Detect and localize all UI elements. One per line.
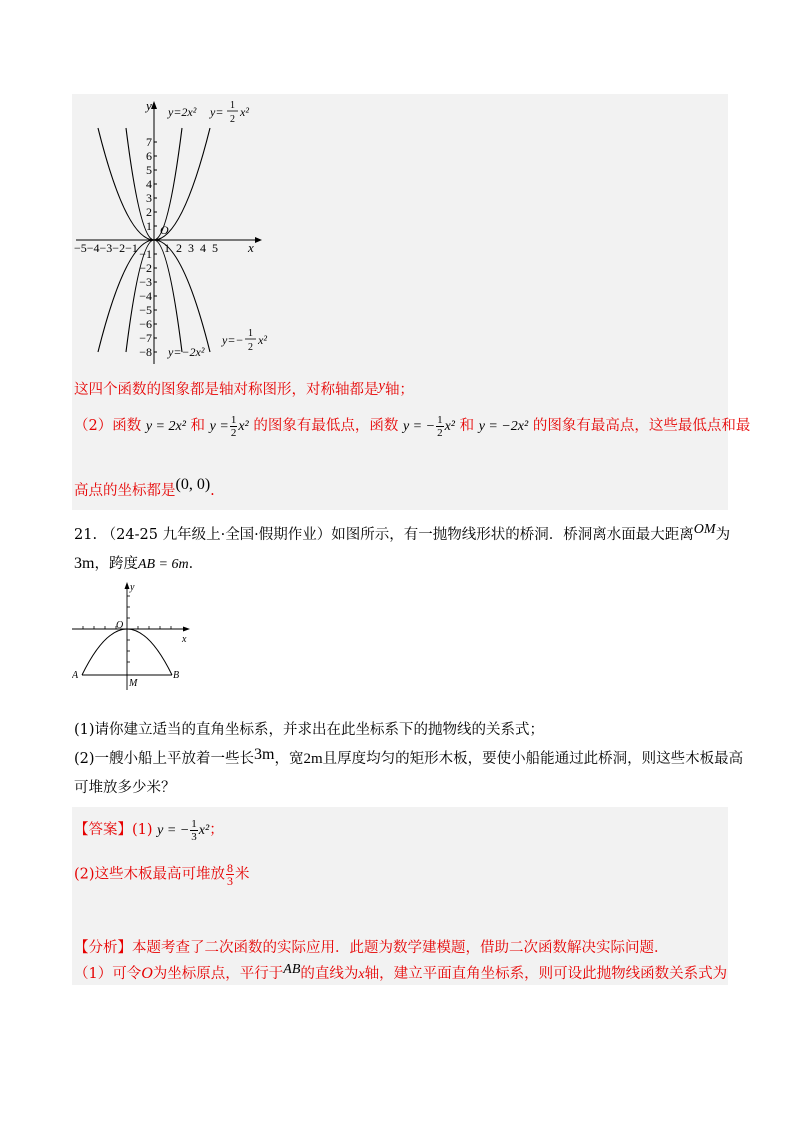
origin-label: O <box>116 620 124 631</box>
answer-21-part2: (2)这些木板最高可堆放 $\frac{8}{3}$ 米 <box>74 861 250 888</box>
axis-x-label: x <box>248 240 254 255</box>
curve-label-neghalf: y=− <box>222 333 244 347</box>
y-tick: 1 <box>146 219 152 233</box>
y-tick: −8 <box>139 345 152 359</box>
curve-label-half-tail: x² <box>240 105 249 119</box>
y-tick: −6 <box>139 317 152 331</box>
y-tick: 7 <box>146 135 152 149</box>
analysis-21: 【分析】本题考查了二次函数的实际应用．此题为数学建模题，借助二次函数解决实际问题． <box>74 940 669 956</box>
parabola-graph-four-functions <box>72 96 276 366</box>
curve-label-neg2x2: y=−2x² <box>168 345 205 359</box>
point-b-label: B <box>173 670 180 681</box>
answer-line-symmetry: 这四个函数的图象都是轴对称图形，对称轴都是y轴； <box>74 378 414 398</box>
answer-line-coordinates: 高点的坐标都是(0, 0). <box>74 476 215 499</box>
question-21-part2-line2: 可堆放多少米？ <box>74 780 176 796</box>
analysis-tag: 【分析】 <box>74 940 132 956</box>
y-tick: 2 <box>146 205 152 219</box>
answer-21-part1: 【答案】(1) y = − $\frac{1}{3}$ x²； <box>74 818 224 844</box>
curve-label-2x2: y=2x² <box>168 105 197 119</box>
axis-x-label: x <box>182 634 187 645</box>
x-ticks-positive: 1 2 3 4 5 <box>164 241 218 255</box>
y-tick: 6 <box>146 149 152 163</box>
point-a-label: A <box>72 670 79 681</box>
curve-label-half-den: 2 <box>230 114 235 125</box>
y-tick: −5 <box>139 303 152 317</box>
curve-label-half-num: 1 <box>230 100 235 111</box>
curve-label-neghalf-den: 2 <box>248 342 253 353</box>
question-21-part2: (2)一艘小船上平放着一些长3m，宽2m且厚度均匀的矩形木板，要使小船能通过此桥洞，则这些木板最高 <box>74 746 744 767</box>
bridge-arch-diagram <box>72 580 196 690</box>
curve-label-neghalf-num: 1 <box>248 328 253 339</box>
point-m-label: M <box>129 678 138 689</box>
curve-label-neghalf-tail: x² <box>258 333 267 347</box>
y-tick: −3 <box>139 275 152 289</box>
y-tick: 5 <box>146 163 152 177</box>
y-tick: −7 <box>139 331 152 345</box>
y-tick: 4 <box>146 177 152 191</box>
axis-y-label: y <box>130 582 135 593</box>
y-tick: −4 <box>139 289 152 303</box>
axis-y-label: y <box>146 98 152 113</box>
question-21-stem: 21. （24-25 九年级上·全国·假期作业）如图所示，有一抛物线形状的桥洞．桥洞离水面最大距离OM为 <box>74 522 731 543</box>
origin-label: O <box>160 223 169 237</box>
curve-label-half: y= <box>210 105 224 119</box>
answer-line-extrema: （2）函数 y = 2x² 和 y = $\frac{1}{2}$ x² 的图象有最低点，函数 y = − $\frac{1}{2}$ x² 和 y = −2x² 的图象有最高点，这些最低点和最 <box>74 414 751 440</box>
y-tick: −2 <box>139 261 152 275</box>
question-21-part1: (1)请你建立适当的直角坐标系，并求出在此坐标系下的抛物线的关系式； <box>74 722 545 738</box>
y-tick: 3 <box>146 191 152 205</box>
analysis-21-line2: （1）可令O为坐标原点，平行于AB的直线为x轴，建立平面直角坐标系，则可设此抛物线函数关系式为 <box>74 962 728 982</box>
x-ticks-negative: −5−4−3−2−1 <box>74 241 138 255</box>
y-tick: −1 <box>139 247 152 261</box>
answer-tag: 【答案】 <box>74 822 132 838</box>
question-21-stem-line2: 3m，跨度AB = 6m． <box>74 555 204 572</box>
